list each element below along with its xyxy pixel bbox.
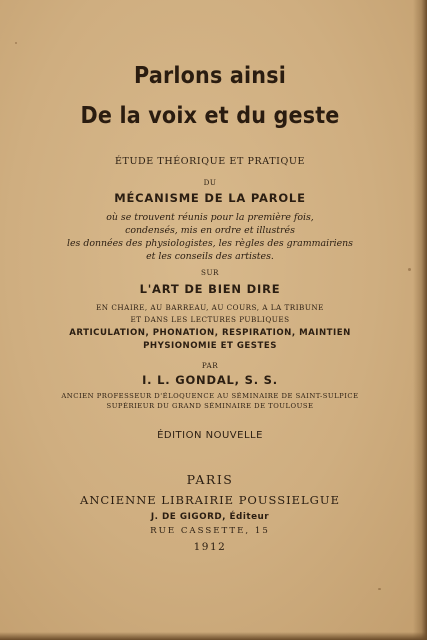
connector-du: DU	[203, 178, 217, 187]
publication-year: 1912	[193, 541, 227, 553]
author-title-2: SUPÉRIEUR DU GRAND SÉMINAIRE DE TOULOUSE	[106, 402, 314, 410]
second-subject: L'ART DE BIEN DIRE	[139, 282, 281, 296]
publisher-address: RUE CASSETTE, 15	[150, 526, 270, 536]
editor-name: J. DE GIGORD, Éditeur	[150, 512, 270, 522]
description-line-2: condensés, mis en ordre et illustrés	[125, 225, 295, 236]
connector-sur: SUR	[201, 268, 219, 277]
connector-par: PAR	[201, 361, 219, 370]
author-title-1: ANCIEN PROFESSEUR D'ÉLOQUENCE AU SÉMINAIRE DE SAINT-SULPICE	[61, 392, 359, 400]
title-line-1: Parlons ainsi	[134, 63, 286, 89]
edition-label: ÉDITION NOUVELLE	[157, 430, 263, 441]
topics-line-1: ARTICULATION, PHONATION, RESPIRATION, MAINTIEN	[69, 328, 351, 338]
topics-line-2: PHYSIONOMIE ET GESTES	[143, 341, 277, 351]
description-line-1: où se trouvent réunis pour la première fois,	[106, 212, 314, 223]
context-line-1: EN CHAIRE, AU BARREAU, AU COURS, A LA TRIBUNE	[96, 303, 324, 312]
subtitle: ÉTUDE THÉORIQUE ET PRATIQUE	[114, 156, 306, 167]
main-subject: MÉCANISME DE LA PAROLE	[114, 191, 306, 205]
page-edge-shadow	[413, 0, 427, 640]
context-line-2: ET DANS LES LECTURES PUBLIQUES	[130, 315, 290, 324]
description-line-3: les données des physiologistes, les règles des grammairiens	[67, 238, 353, 249]
paper-stain	[378, 588, 381, 590]
author-name: I. L. GONDAL, S. S.	[142, 373, 278, 387]
page-edge-shadow	[0, 632, 427, 640]
description-line-4: et les conseils des artistes.	[146, 251, 274, 262]
publisher-city: PARIS	[186, 472, 234, 487]
paper-stain	[15, 42, 17, 44]
title-line-2: De la voix et du geste	[80, 103, 340, 129]
publisher-name: ANCIENNE LIBRAIRIE POUSSIELGUE	[80, 493, 340, 507]
